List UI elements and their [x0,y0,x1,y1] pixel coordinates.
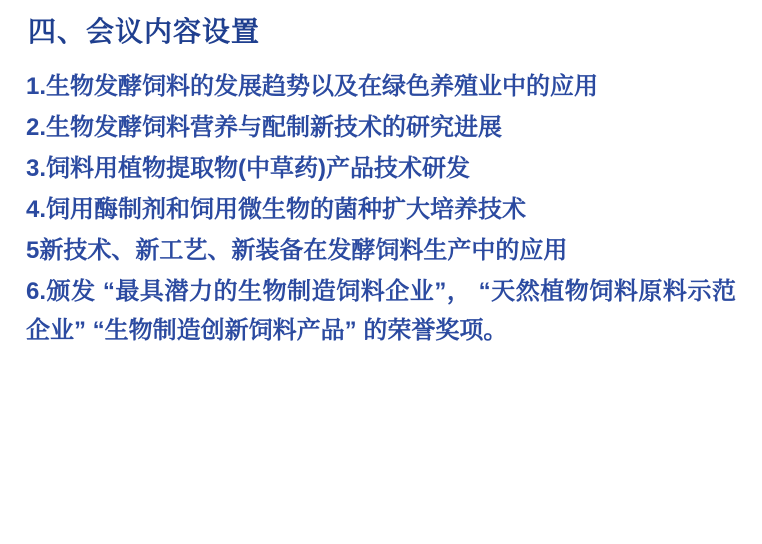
list-item: 1.生物发酵饲料的发展趋势以及在绿色养殖业中的应用 [26,73,599,101]
content-list [26,68,736,350]
list-item: 5新技术、新工艺、新装备在发酵饲料生产中的应用 [26,236,568,264]
list-item: 3.饲料用植物提取物(中草药)产品技术研发 [26,155,470,183]
list-item: 6.颁发 “最具潜力的生物制造饲料企业”， “天然植物饲料原料示范企业” “生物制造创新饲料产品” 的荣誉奖项。 [26,277,736,344]
list-item: 2.生物发酵饲料营养与配制新技术的研究进展 [26,114,503,142]
page-title: 四、会议内容设置 [28,16,261,47]
list-item: 4.饲用酶制剂和饲用微生物的菌种扩大培养技术 [26,196,527,224]
